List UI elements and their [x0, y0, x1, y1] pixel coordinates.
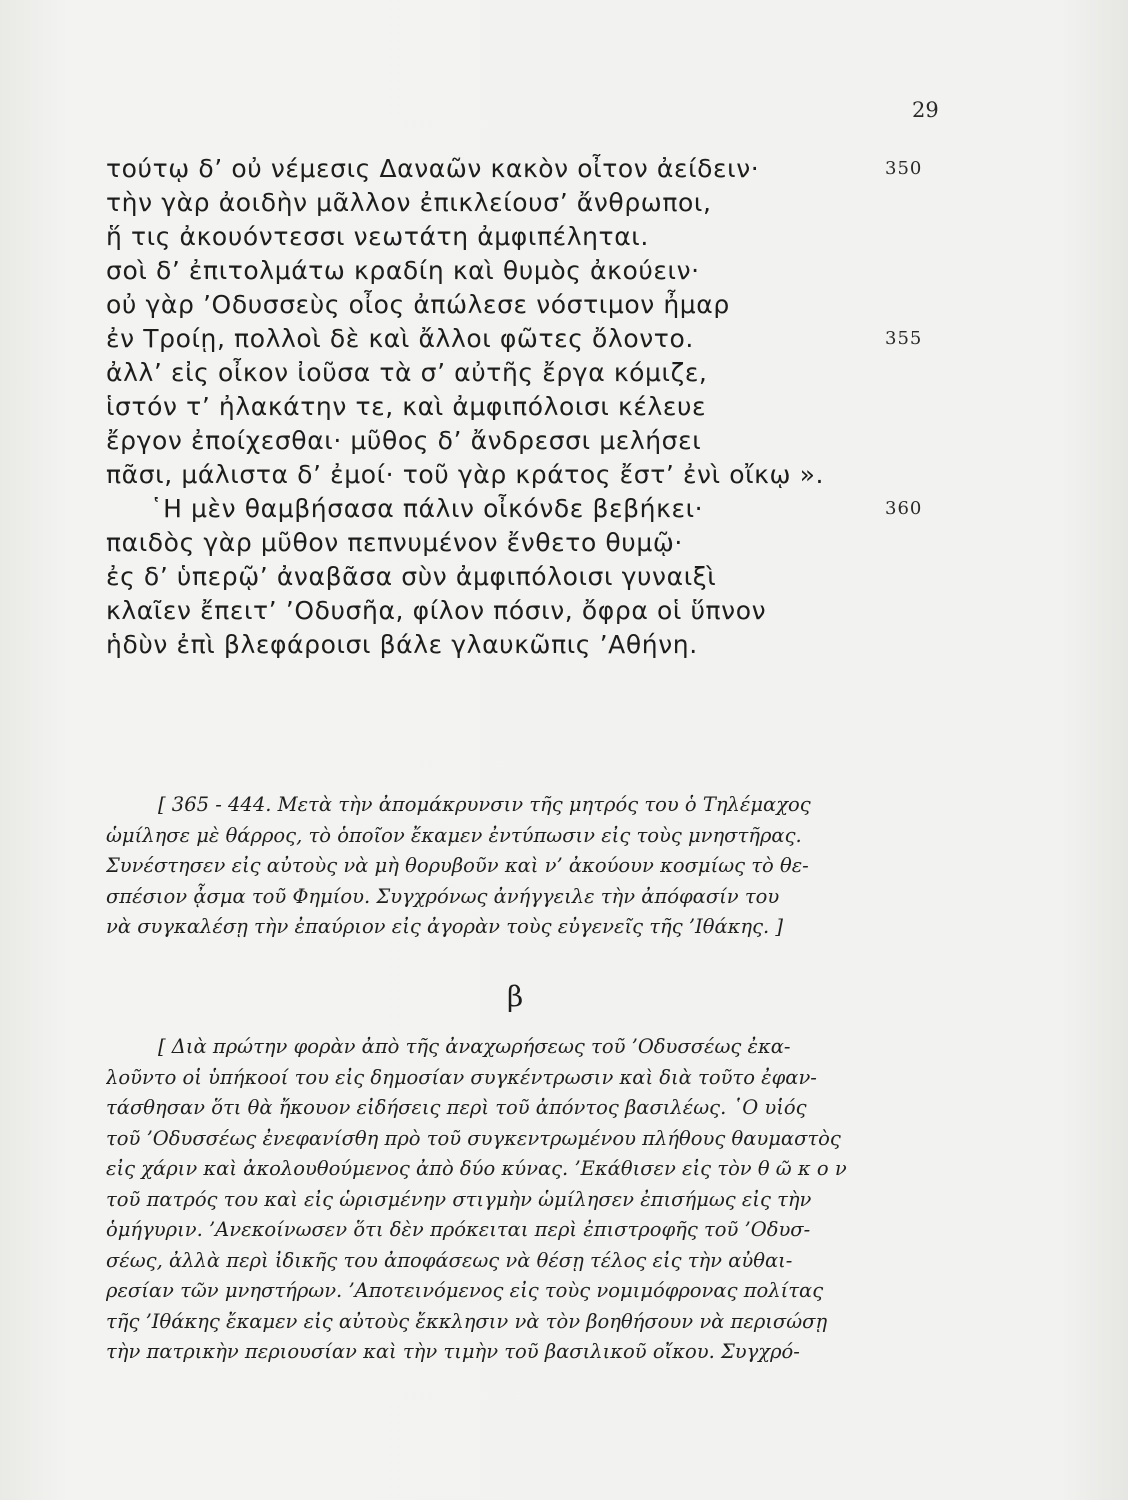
- verse-text: σοὶ δ’ ἐπιτολμάτω κραδίη καὶ θυμὸς ἀκούειν·: [106, 256, 700, 285]
- verse-text: ῾Η μὲν θαμβήσασα πάλιν οἶκόνδε βεβήκει·: [150, 494, 704, 523]
- summary-line: σπέσιον ᾆσμα τοῦ Φημίου. Συγχρόνως ἀνήγγειλε τὴν ἀπόφασίν του: [106, 884, 780, 908]
- book-letter: β: [507, 980, 524, 1013]
- verse-line: [106, 526, 946, 560]
- summary-line: νὰ συγκαλέσῃ τὴν ἐπαύριον εἰς ἀγορὰν τοὺς εὐγενεῖς τῆς ’Ιθάκης. ]: [106, 915, 784, 938]
- line-number: 355: [885, 328, 923, 349]
- verse-text: τὴν γὰρ ἀοιδὴν μᾶλλον ἐπικλείουσ’ ἄνθρωποι,: [106, 188, 712, 217]
- verse-line: [106, 186, 946, 220]
- verse-line: [106, 288, 946, 322]
- summary-line: τῆς ’Ιθάκης ἔκαμεν εἰς αὐτοὺς ἔκκλησιν νὰ τὸν βοηθήσουν νὰ περισώσῃ: [106, 1309, 828, 1333]
- verse-line: [106, 560, 946, 594]
- summary-paragraph-a: [106, 790, 936, 943]
- verse-text: παιδὸς γὰρ μῦθον πεπνυμένον ἔνθετο θυμῷ·: [106, 528, 683, 557]
- verse-line: [106, 220, 946, 254]
- page-number: 29: [912, 98, 939, 122]
- verse-text: ἐν Τροίῃ, πολλοὶ δὲ καὶ ἄλλοι φῶτες ὄλοντο.: [106, 324, 694, 353]
- verse-text: οὐ γὰρ ’Οδυσσεὺς οἶος ἀπώλεσε νόστιμον ἦμαρ: [106, 290, 730, 319]
- summary-line: τάσθησαν ὅτι θὰ ἤκουον εἰδήσεις περὶ τοῦ ἀπόντος βασιλέως. ῾Ο υἱός: [106, 1096, 807, 1119]
- verse-line: [106, 594, 946, 628]
- summary-line: ὁμήγυριν. ’Ανεκοίνωσεν ὅτι δὲν πρόκειται περὶ ἐπιστροφῆς τοῦ ’Οδυσ-: [106, 1218, 811, 1241]
- line-number: 360: [885, 498, 923, 519]
- summary-line: ὡμίλησε μὲ θάρρος, τὸ ὁποῖον ἔκαμεν ἐντύπωσιν εἰς τοὺς μνηστῆρας.: [106, 823, 802, 847]
- summary-line: εἰς χάριν καὶ ἀκολουθούμενος ἀπὸ δύο κύνας. ’Εκάθισεν εἰς τὸν θ ῶ κ ο ν: [106, 1157, 847, 1180]
- summary-line: Συνέστησεν εἰς αὐτοὺς νὰ μὴ θορυβοῦν καὶ ν’ ἀκούουν κοσμίως τὸ θε-: [106, 854, 809, 877]
- verse-text: ἥ τις ἀκουόντεσσι νεωτάτη ἀμφιπέληται.: [106, 222, 649, 251]
- verse-line: [106, 390, 946, 424]
- summary-paragraph-b: [106, 1032, 936, 1368]
- summary-line: ρεσίαν τῶν μνηστήρων. ’Αποτεινόμενος εἰς τοὺς νομιμόφρονας πολίτας: [106, 1279, 824, 1302]
- verse-line: [106, 152, 946, 186]
- summary-line: σέως, ἀλλὰ περὶ ἰδικῆς του ἀποφάσεως νὰ θέσῃ τέλος εἰς τὴν αὐθαι-: [106, 1248, 793, 1272]
- verse-text: ἀλλ’ εἰς οἶκον ἰοῦσα τὰ σ’ αὐτῆς ἔργα κόμιζε,: [106, 358, 708, 387]
- verse-text: κλαῖεν ἔπειτ’ ’Οδυσῆα, φίλον πόσιν, ὄφρα οἱ ὕπνον: [106, 596, 767, 625]
- verse-text: ἱστόν τ’ ἠλακάτην τε, καὶ ἀμφιπόλοισι κέλευε: [106, 392, 707, 421]
- summary-line: τοῦ πατρός του καὶ εἰς ὡρισμένην στιγμὴν ὡμίλησεν ἐπισήμως εἰς τὴν: [106, 1187, 812, 1211]
- line-number: 350: [885, 158, 923, 179]
- verse-block: [106, 152, 946, 662]
- verse-line: [106, 254, 946, 288]
- verse-text: ἔργον ἐποίχεσθαι· μῦθος δ’ ἄνδρεσσι μελήσει: [106, 426, 702, 455]
- verse-text: πᾶσι, μάλιστα δ’ ἐμοί· τοῦ γὰρ κράτος ἔστ’ ἐνὶ οἴκῳ ».: [106, 460, 825, 489]
- summary-line: [ Διὰ πρώτην φορὰν ἀπὸ τῆς ἀναχωρήσεως τοῦ ’Οδυσσέως ἐκα-: [158, 1035, 791, 1058]
- verse-text: τούτῳ δ’ οὐ νέμεσις Δαναῶν κακὸν οἶτον ἀείδειν·: [106, 154, 760, 183]
- summary-line: [ 365 - 444. Μετὰ τὴν ἀπομάκρυνσιν τῆς μητρός του ὁ Τηλέμαχος: [158, 793, 811, 816]
- verse-line: [106, 628, 946, 662]
- summary-line: τὴν πατρικὴν περιουσίαν καὶ τὴν τιμὴν τοῦ βασιλικοῦ οἴκου. Συγχρό-: [106, 1340, 800, 1363]
- verse-text: ἡδὺν ἐπὶ βλεφάροισι βάλε γλαυκῶπις ’Αθήνη.: [106, 630, 698, 659]
- verse-line: [106, 492, 946, 526]
- verse-text: ἐς δ’ ὑπερῷ’ ἀναβᾶσα σὺν ἀμφιπόλοισι γυναιξὶ: [106, 562, 717, 591]
- verse-line: [106, 322, 946, 356]
- verse-line: [106, 356, 946, 390]
- summary-line: τοῦ ’Οδυσσέως ἐνεφανίσθη πρὸ τοῦ συγκεντρωμένου πλήθους θαυμαστὸς: [106, 1126, 841, 1150]
- verse-line: [106, 424, 946, 458]
- summary-line: λοῦντο οἱ ὑπήκοοί του εἰς δημοσίαν συγκέντρωσιν καὶ διὰ τοῦτο ἐφαν-: [106, 1065, 817, 1089]
- verse-line: [106, 458, 946, 492]
